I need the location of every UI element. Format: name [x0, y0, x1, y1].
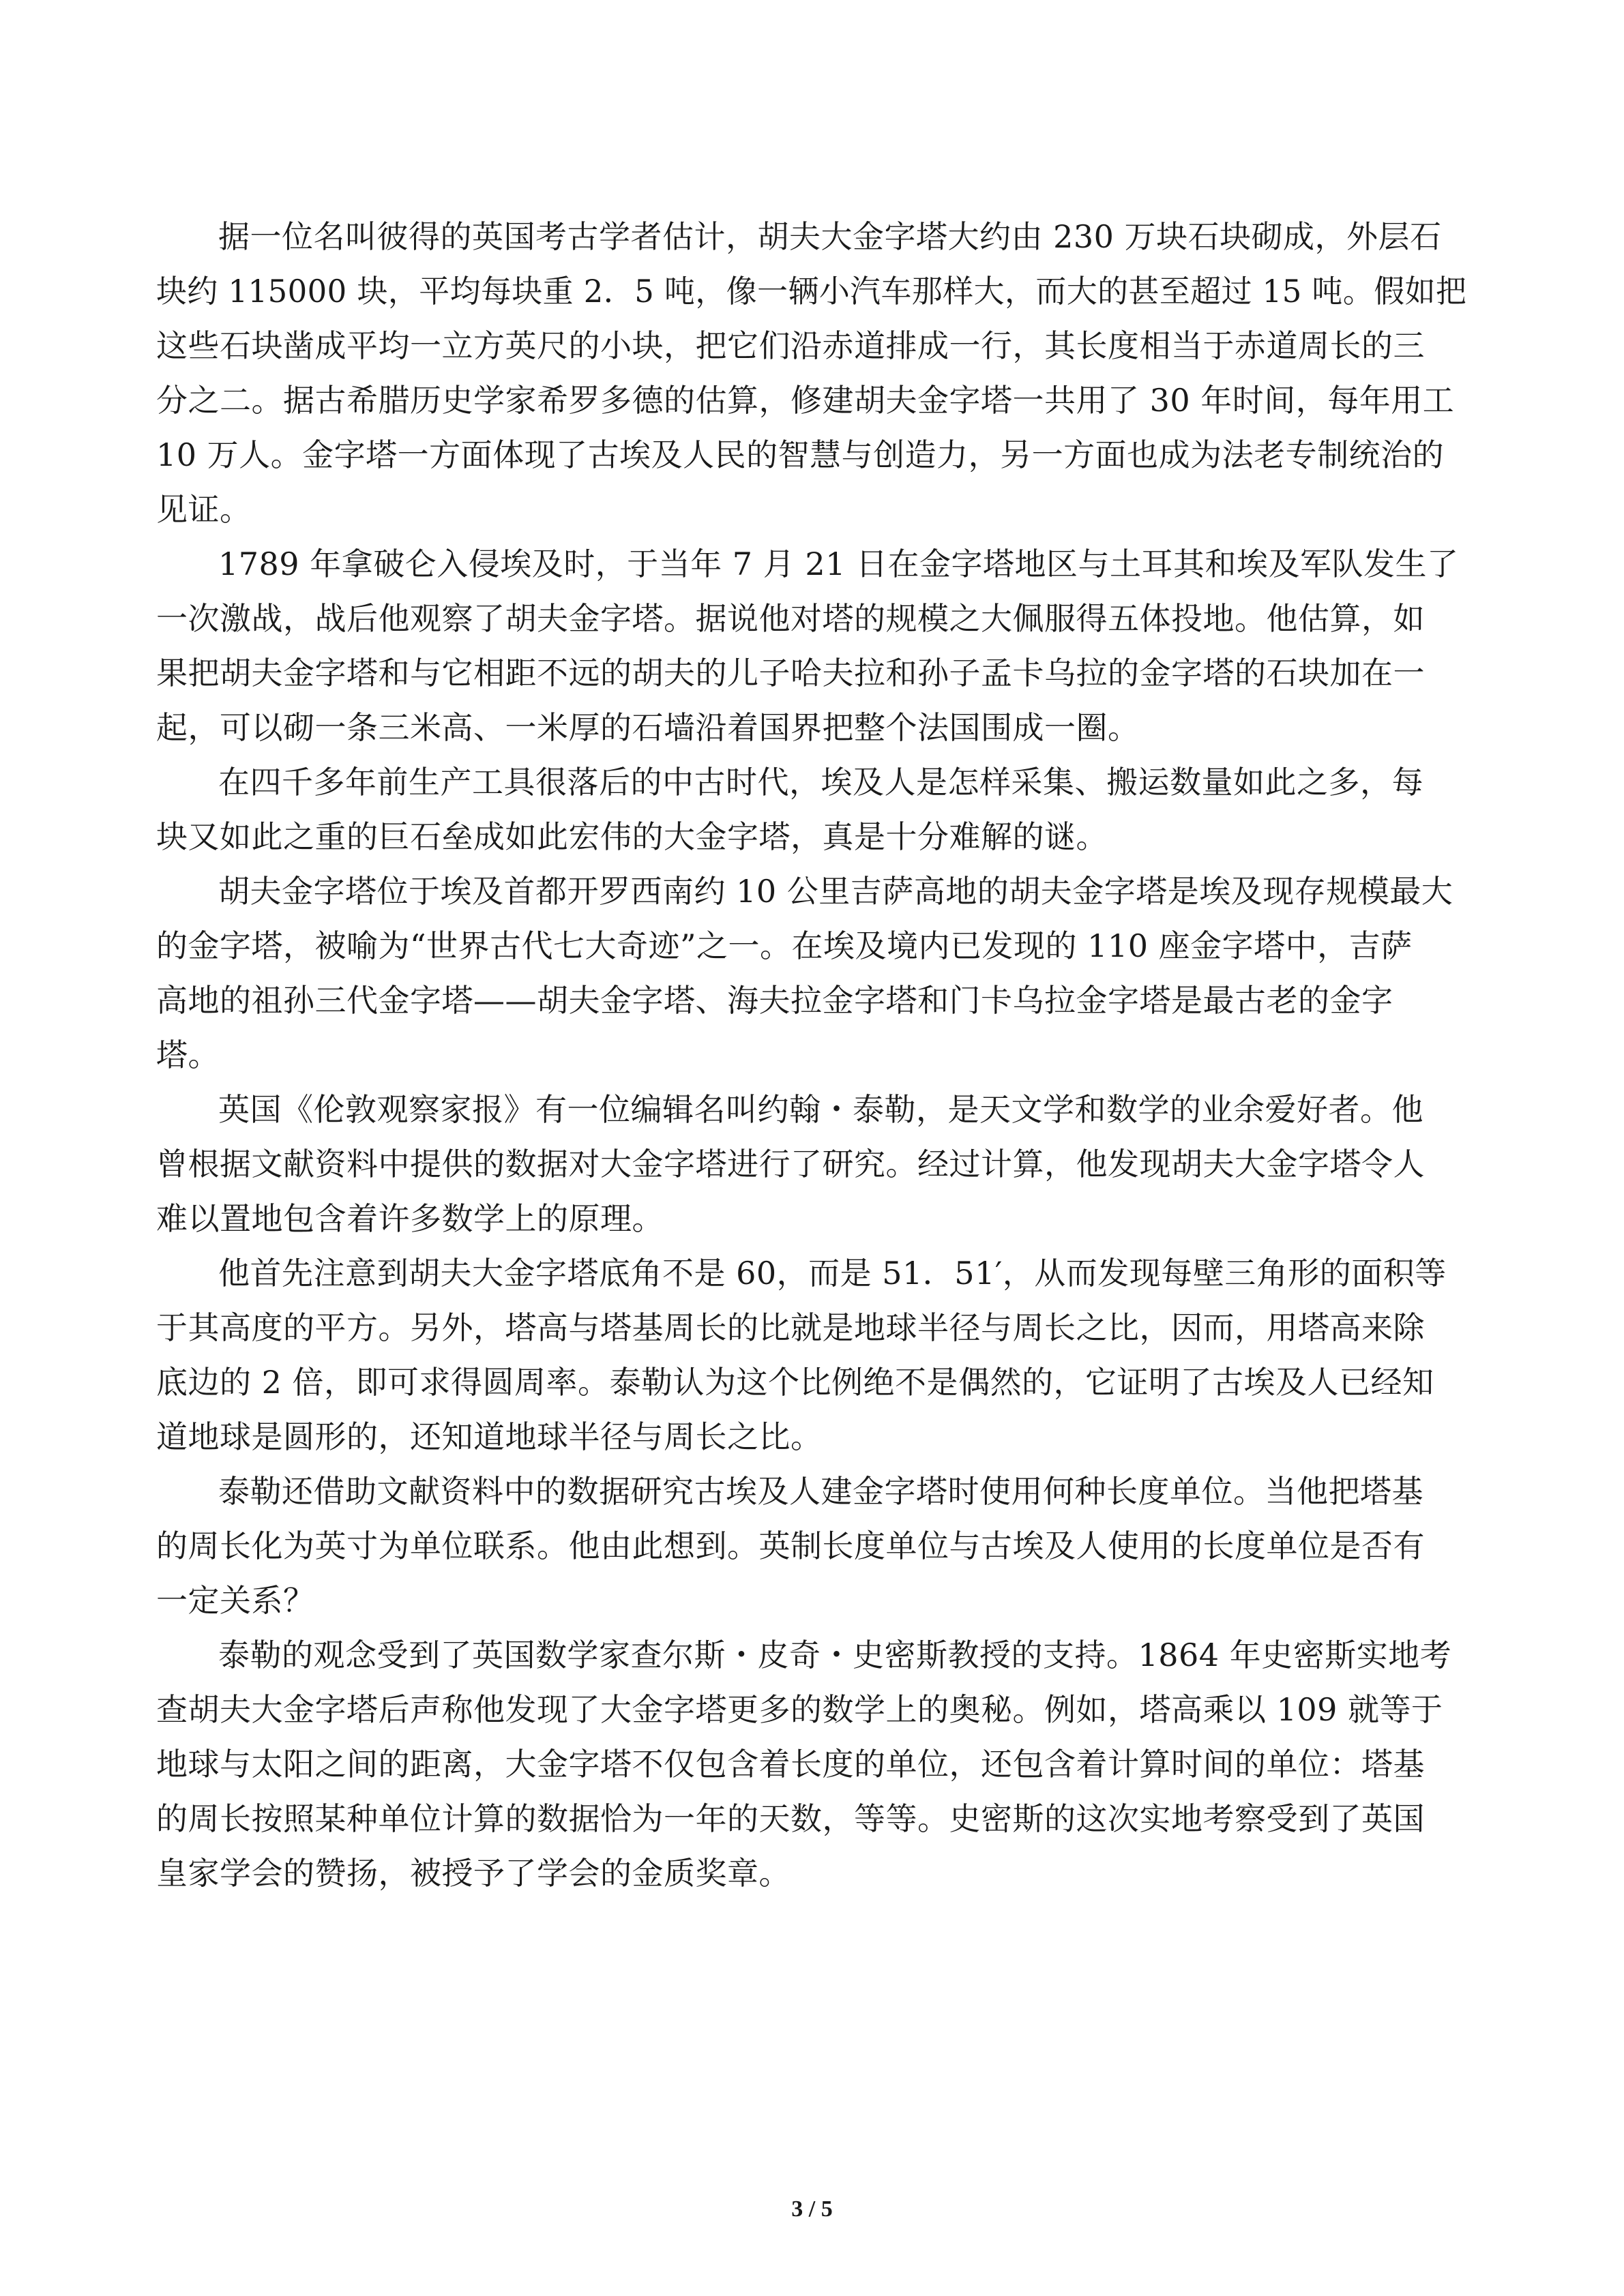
text-line: 塔。	[156, 1037, 220, 1073]
text-line: 块约 115000 块，平均每块重 2．5 吨，像一辆小汽车那样大，而大的甚至超过 15 吨。假如把	[156, 273, 1467, 310]
text-line: 块又如此之重的巨石垒成如此宏伟的大金字塔，真是十分难解的谜。	[156, 818, 1108, 855]
text-line: 据一位名叫彼得的英国考古学者估计，胡夫大金字塔大约由 230 万块石块砌成，外层石	[218, 218, 1442, 255]
text-line: 泰勒的观念受到了英国数学家查尔斯・皮奇・史密斯教授的支持。1864 年史密斯实地考	[218, 1637, 1452, 1673]
text-line: 的金字塔，被喻为“世界古代七大奇迹”之一。在埃及境内已发现的 110 座金字塔中，吉萨	[156, 927, 1413, 964]
text-line: 道地球是圆形的，还知道地球半径与周长之比。	[156, 1418, 823, 1455]
page-number: 3 / 5	[791, 2196, 833, 2222]
text-line: 起，可以砌一条三米高、一米厚的石墙沿着国界把整个法国围成一圈。	[156, 709, 1140, 746]
text-line: 果把胡夫金字塔和与它相距不远的胡夫的儿子哈夫拉和孙子孟卡乌拉的金字塔的石块加在一	[156, 655, 1425, 691]
text-line: 的周长化为英寸为单位联系。他由此想到。英制长度单位与古埃及人使用的长度单位是否有	[156, 1527, 1425, 1564]
text-line: 这些石块凿成平均一立方英尺的小块，把它们沿赤道排成一行，其长度相当于赤道周长的三	[156, 327, 1425, 364]
text-line: 底边的 2 倍，即可求得圆周率。泰勒认为这个比例绝不是偶然的，它证明了古埃及人已经知	[156, 1364, 1434, 1401]
text-line: 10 万人。金字塔一方面体现了古埃及人民的智慧与创造力，另一方面也成为法老专制统治的	[156, 436, 1445, 473]
text-line: 英国《伦敦观察家报》有一位编辑名叫约翰・泰勒，是天文学和数学的业余爱好者。他	[218, 1091, 1423, 1128]
text-line: 泰勒还借助文献资料中的数据研究古埃及人建金字塔时使用何种长度单位。当他把塔基	[218, 1473, 1423, 1510]
text-line: 于其高度的平方。另外，塔高与塔基周长的比就是地球半径与周长之比，因而，用塔高来除	[156, 1309, 1425, 1346]
text-line: 一定关系？	[156, 1582, 315, 1619]
text-line: 1789 年拿破仑入侵埃及时，于当年 7 月 21 日在金字塔地区与土耳其和埃及军队发生了	[218, 546, 1459, 582]
text-line: 分之二。据古希腊历史学家希罗多德的估算，修建胡夫金字塔一共用了 30 年时间，每年用工	[156, 382, 1455, 419]
text-line: 胡夫金字塔位于埃及首都开罗西南约 10 公里吉萨高地的胡夫金字塔是埃及现存规模最大	[218, 873, 1453, 910]
text-line: 的周长按照某种单位计算的数据恰为一年的天数，等等。史密斯的这次实地考察受到了英国	[156, 1800, 1425, 1837]
text-line: 见证。	[156, 491, 252, 528]
text-line: 一次激战，战后他观察了胡夫金字塔。据说他对塔的规模之大佩服得五体投地。他估算，如	[156, 600, 1425, 637]
text-line: 高地的祖孙三代金字塔——胡夫金字塔、海夫拉金字塔和门卡乌拉金字塔是最古老的金字	[156, 982, 1393, 1019]
text-line: 他首先注意到胡夫大金字塔底角不是 60，而是 51．51′，从而发现每壁三角形的面积等	[218, 1255, 1447, 1292]
text-line: 曾根据文献资料中提供的数据对大金字塔进行了研究。经过计算，他发现胡夫大金字塔令人	[156, 1146, 1425, 1182]
text-line: 皇家学会的赞扬，被授予了学会的金质奖章。	[156, 1855, 791, 1892]
text-line: 地球与太阳之间的距离，大金字塔不仅包含着长度的单位，还包含着计算时间的单位：塔基	[156, 1746, 1425, 1783]
text-line: 难以置地包含着许多数学上的原理。	[156, 1200, 664, 1237]
text-line: 在四千多年前生产工具很落后的中古时代，埃及人是怎样采集、搬运数量如此之多，每	[218, 764, 1423, 801]
text-line: 查胡夫大金字塔后声称他发现了大金字塔更多的数学上的奥秘。例如，塔高乘以 109 就等于	[156, 1691, 1443, 1728]
